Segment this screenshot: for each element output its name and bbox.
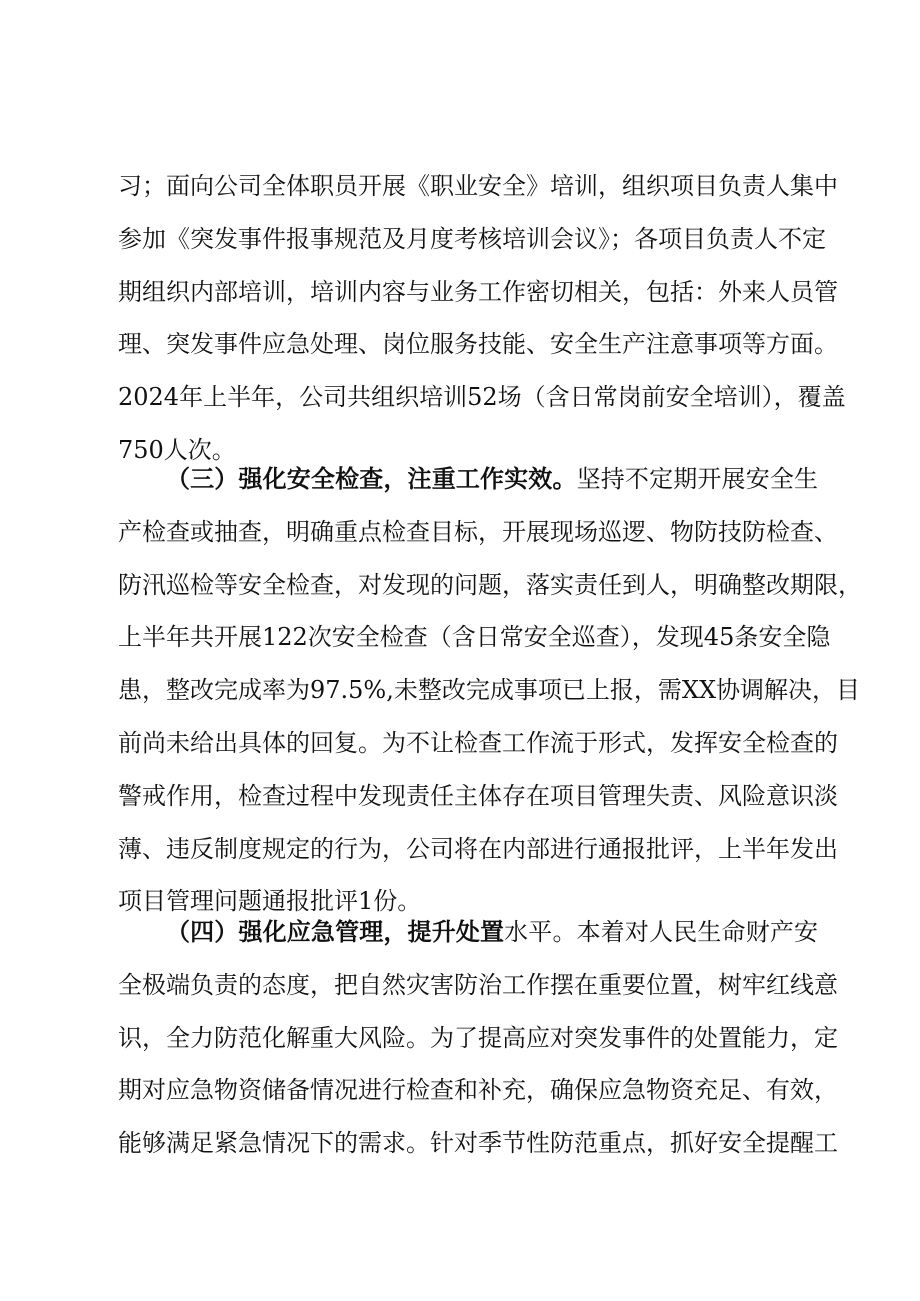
- text-line: 理、突发事件应急处理、岗位服务技能、安全生产注意事项等方面。: [118, 330, 838, 359]
- text-line: 能够满足紧急情况下的需求。针对季节性防范重点，抓好安全提醒工: [118, 1129, 838, 1158]
- text-line: 全极端负责的态度，把自然灾害防治工作摆在重要位置，树牢红线意: [118, 970, 838, 999]
- text-line: 警戒作用，检查过程中发现责任主体存在项目管理失责、风险意识淡: [118, 781, 838, 810]
- paragraph-training: [118, 160, 846, 477]
- text-line: 期对应急物资储备情况进行检查和补充，确保应急物资充足、有效，: [118, 1076, 838, 1105]
- text-run: 坚持不定期开展安全生: [576, 465, 819, 493]
- text-line: 薄、违反制度规定的行为，公司将在内部进行通报批评，上半年发出: [118, 834, 838, 863]
- paragraph-first-line: [118, 453, 818, 506]
- text-line: 期组织内部培训，培训内容与业务工作密切相关，包括：外来人员管: [118, 277, 838, 306]
- text-line: 750人次。: [118, 435, 236, 464]
- text-line: 产检查或抽查，明确重点检查目标，开展现场巡逻、物防技防检查、: [118, 517, 838, 546]
- text-line: 2024年上半年，公司共组织培训52场（含日常岗前安全培训），覆盖: [118, 383, 846, 412]
- paragraph-safety-inspection: [118, 453, 862, 928]
- text-line: 上半年共开展122次安全检查（含日常安全巡查），发现45条安全隐: [118, 623, 831, 652]
- text-line: 患，整改完成率为97.5%,未整改完成事项已上报，需XX协调解决，目: [118, 676, 861, 705]
- section-heading: （四）强化应急管理，提升处置: [166, 917, 505, 946]
- text-line: 防汛巡检等安全检查，对发现的问题，落实责任到人，明确整改期限，: [118, 570, 862, 599]
- paragraph-first-line: [118, 906, 818, 959]
- section-heading: （三）强化安全检查，注重工作实效。: [166, 464, 577, 493]
- text-run: 水平。本着对人民生命财产安: [504, 918, 819, 946]
- text-line: 习；面向公司全体职员开展《职业安全》培训，组织项目负责人集中: [118, 172, 838, 200]
- text-line: 识，全力防范化解重大风险。为了提高应对突发事件的处置能力，定: [118, 1023, 838, 1052]
- text-line: 前尚未给出具体的回复。为不让检查工作流于形式，发挥安全检查的: [118, 728, 838, 757]
- text-line: 参加《突发事件报事规范及月度考核培训会议》；各项目负责人不定: [118, 224, 826, 253]
- paragraph-emergency-management: [118, 906, 838, 1170]
- text-line: 项目管理问题通报批评1份。: [118, 887, 422, 916]
